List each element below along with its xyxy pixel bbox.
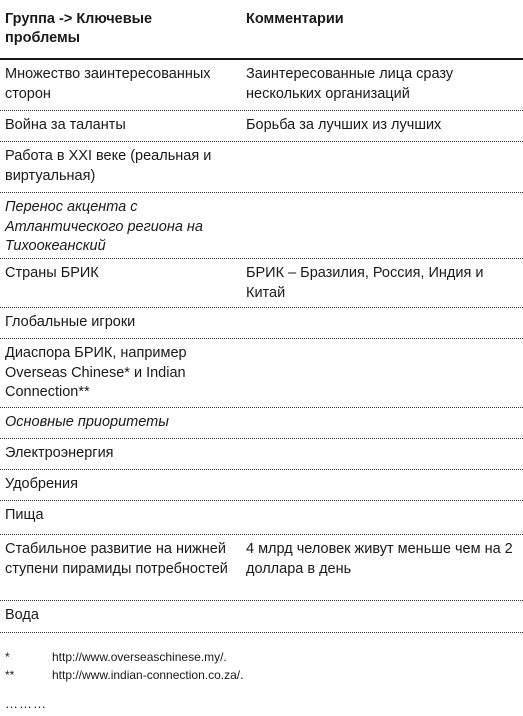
table-row [0, 535, 523, 601]
row-problem: Пища [5, 507, 44, 523]
footnote-url: http://www.indian-connection.co.za/. [52, 668, 244, 682]
row-comment: БРИК – Бразилия, Россия, Индия и Китай [246, 265, 484, 301]
row-problem: Глобальные игроки [5, 314, 136, 330]
row-problem: Работа в XXI веке (реальная и виртуальная) [5, 148, 212, 184]
table-row [0, 601, 523, 633]
row-comment: 4 млрд человек живут меньше чем на 2 доллара в день [246, 541, 513, 577]
table-row [0, 501, 523, 535]
table-row [0, 339, 523, 408]
row-problem: Множество заинтересованных сторон [5, 66, 211, 102]
row-problem: Страны БРИК [5, 265, 99, 281]
row-problem: Война за таланты [5, 117, 126, 133]
table-row [0, 142, 523, 193]
table-row [0, 60, 523, 111]
table-header [0, 10, 523, 60]
footnote-url: http://www.overseaschinese.my/. [52, 650, 227, 664]
ellipsis: ……… [5, 696, 47, 711]
table-row [0, 470, 523, 501]
row-problem: Электроэнергия [5, 445, 114, 461]
table-row [0, 259, 523, 308]
footnote-mark: * [5, 650, 10, 664]
row-problem: Основные приоритеты [5, 414, 169, 430]
header-group-problems: Группа -> Ключевые проблемы [5, 11, 153, 46]
footnote [0, 666, 523, 684]
table-row [0, 439, 523, 470]
footnote [0, 648, 523, 666]
table-row [0, 408, 523, 439]
table-row [0, 308, 523, 339]
row-problem: Диаспора БРИК, например Overseas Chinese* и Indian Connection** [5, 345, 187, 400]
row-comment: Заинтересованные лица сразу нескольких организаций [246, 66, 454, 102]
row-problem: Перенос акцента с Атлантического региона на Тихоокеанский [5, 199, 203, 254]
table-row [0, 111, 523, 142]
header-comments: Комментарии [246, 11, 344, 27]
footnote-mark: ** [5, 668, 15, 682]
footnotes [0, 648, 523, 684]
row-problem: Вода [5, 607, 39, 623]
row-comment: Борьба за лучших из лучших [246, 117, 442, 133]
table-row [0, 193, 523, 259]
row-problem: Удобрения [5, 476, 78, 492]
row-problem: Стабильное развитие на нижней ступени пирамиды потребностей [5, 541, 228, 577]
